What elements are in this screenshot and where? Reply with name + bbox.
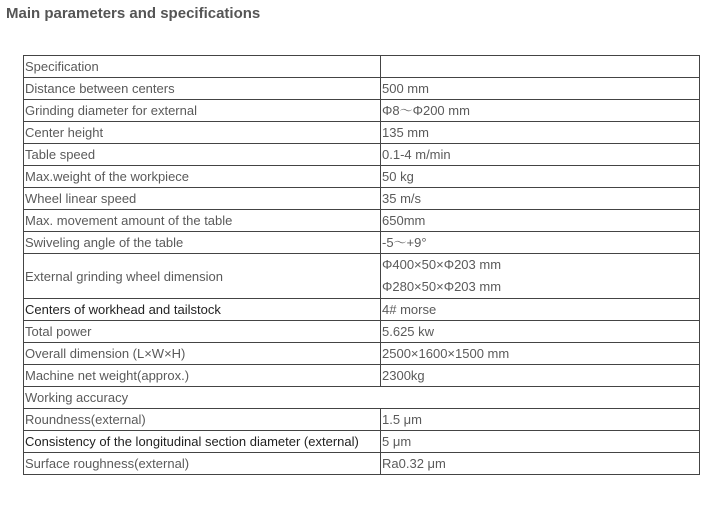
spec-value: 2300kg <box>381 365 700 387</box>
spec-label: External grinding wheel dimension <box>24 254 381 299</box>
spec-value: 35 m/s <box>381 188 700 210</box>
table-row <box>24 56 700 78</box>
table-row <box>24 122 700 144</box>
section-heading: Working accuracy <box>24 387 700 409</box>
spec-value <box>381 56 700 78</box>
spec-label: Total power <box>24 321 381 343</box>
table-row <box>24 188 700 210</box>
table-row <box>24 321 700 343</box>
table-row <box>24 431 700 453</box>
spec-label: Swiveling angle of the table <box>24 232 381 254</box>
spec-label: Max. movement amount of the table <box>24 210 381 232</box>
spec-label: Grinding diameter for external <box>24 100 381 122</box>
spec-label: Consistency of the longitudinal section diameter (external) <box>24 431 381 453</box>
spec-label: Wheel linear speed <box>24 188 381 210</box>
spec-value: 4# morse <box>381 299 700 321</box>
table-row <box>24 299 700 321</box>
spec-label: Center height <box>24 122 381 144</box>
page-title: Main parameters and specifications <box>6 5 261 22</box>
spec-value <box>381 254 700 299</box>
table-row <box>24 343 700 365</box>
table-row <box>24 453 700 475</box>
spec-label: Overall dimension (L×W×H) <box>24 343 381 365</box>
table-row <box>24 232 700 254</box>
table-row <box>24 409 700 431</box>
spec-label: Machine net weight(approx.) <box>24 365 381 387</box>
spec-value-line: Φ280×50×Φ203 mm <box>382 279 502 294</box>
spec-value: 50 kg <box>381 166 700 188</box>
spec-value: 135 mm <box>381 122 700 144</box>
spec-value-line: Φ400×50×Φ203 mm <box>382 257 502 272</box>
spec-label: Max.weight of the workpiece <box>24 166 381 188</box>
spec-label: Specification <box>24 56 381 78</box>
table-row <box>24 210 700 232</box>
spec-value: 1.5 μm <box>381 409 700 431</box>
spec-value: -5～+9° <box>381 232 700 254</box>
spec-value: Φ8～Φ200 mm <box>381 100 700 122</box>
spec-value: 5 μm <box>381 431 700 453</box>
table-row <box>24 144 700 166</box>
table-section-row <box>24 387 700 409</box>
spec-label: Distance between centers <box>24 78 381 100</box>
table-row <box>24 365 700 387</box>
spec-label: Surface roughness(external) <box>24 453 381 475</box>
table-row <box>24 78 700 100</box>
spec-value: 0.1-4 m/min <box>381 144 700 166</box>
table-row <box>24 100 700 122</box>
spec-label: Centers of workhead and tailstock <box>24 299 381 321</box>
spec-value: Ra0.32 μm <box>381 453 700 475</box>
spec-value: 650mm <box>381 210 700 232</box>
spec-label: Table speed <box>24 144 381 166</box>
spec-label: Roundness(external) <box>24 409 381 431</box>
spec-value: 5.625 kw <box>381 321 700 343</box>
table-row <box>24 254 700 299</box>
spec-value: 500 mm <box>381 78 700 100</box>
spec-value: 2500×1600×1500 mm <box>381 343 700 365</box>
table-row <box>24 166 700 188</box>
specifications-table <box>23 55 700 475</box>
